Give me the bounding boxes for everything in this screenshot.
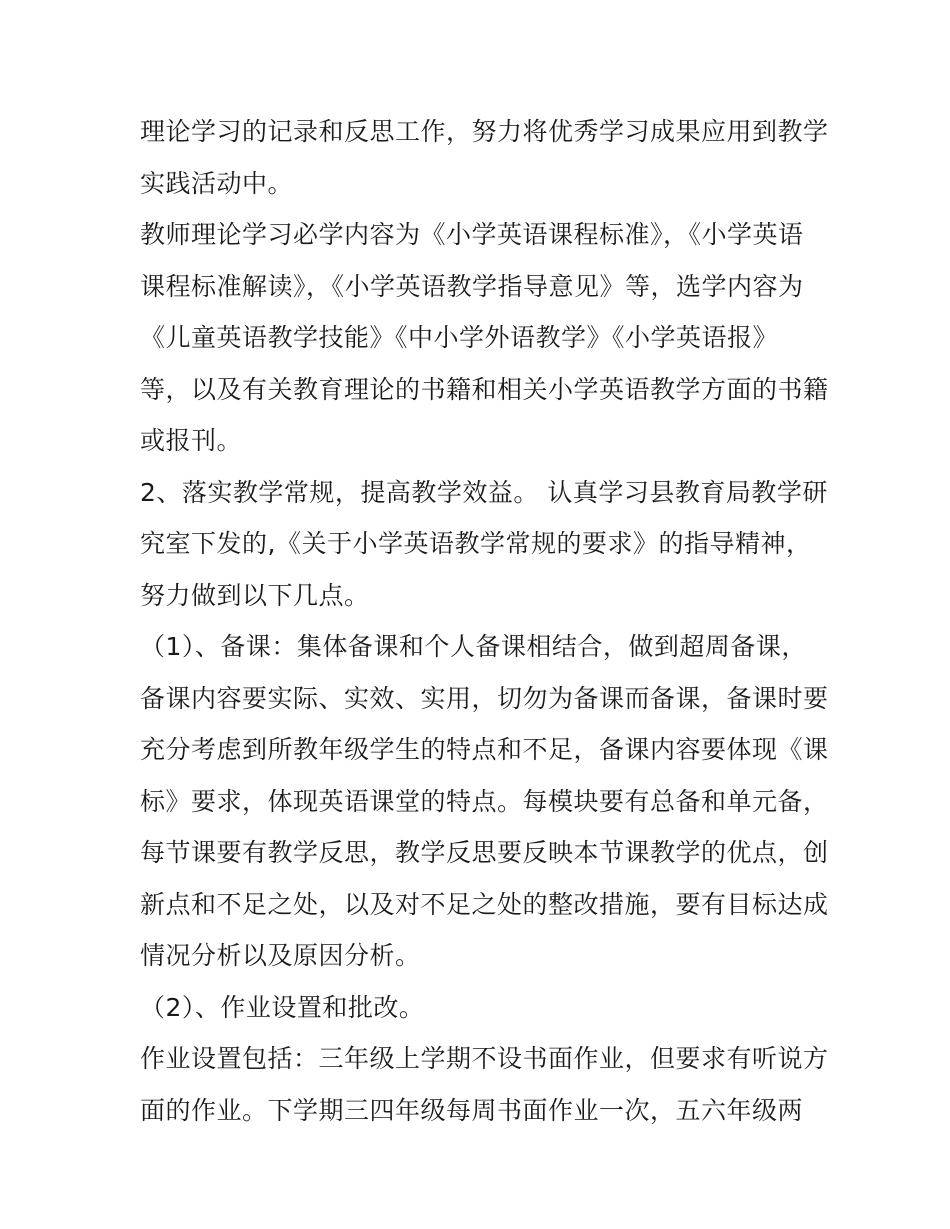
body-text	[140, 106, 830, 1136]
text-line: 充分考虑到所教年级学生的特点和不足，备课内容要体现《课	[140, 735, 829, 764]
subsection-2-homework: （2）、作业设置和批改。	[140, 992, 425, 1022]
text-line: 努力做到以下几点。	[140, 580, 370, 610]
subsection-1-lesson-prep: （1）、备课：集体备课和个人备课相结合，做到超周备课，	[140, 632, 807, 661]
text-line: 备课内容要实际、实效、实用，切勿为备课而备课，备课时要	[140, 683, 829, 713]
text-line: 《儿童英语教学技能》《中小学外语教学》《小学英语报》	[140, 323, 779, 352]
text-line: 或报刊。	[140, 426, 243, 455]
text-line: 究室下发的,《关于小学英语教学常规的要求》的指导精神，	[140, 529, 812, 558]
text-line: 作业设置包括：三年级上学期不设书面作业，但要求有听说方	[140, 1044, 829, 1073]
text-line: 教师理论学习必学内容为《小学英语课程标准》，《小学英语	[140, 220, 804, 249]
text-line: 每节课要有教学反思，教学反思要反映本节课教学的优点，创	[140, 838, 829, 867]
text-line: 实践活动中。	[140, 168, 294, 198]
text-line: 课程标准解读》，《小学英语教学指导意见》等，选学内容为	[140, 271, 804, 301]
text-line: 面的作业。下学期三四年级每周书面作业一次，五六年级两	[140, 1095, 804, 1125]
text-line: 理论学习的记录和反思工作，努力将优秀学习成果应用到教学	[140, 117, 829, 146]
text-line: 等，以及有关教育理论的书籍和相关小学英语教学方面的书籍	[140, 374, 829, 404]
section-heading-2: 2、落实教学常规，提高教学效益。 认真学习县教育局教学研	[140, 477, 828, 507]
text-line: 情况分析以及原因分析。	[140, 941, 421, 970]
text-line: 新点和不足之处，以及对不足之处的整改措施，要有目标达成	[140, 889, 829, 919]
text-line: 标》要求，体现英语课堂的特点。每模块要有总备和单元备，	[140, 786, 829, 816]
